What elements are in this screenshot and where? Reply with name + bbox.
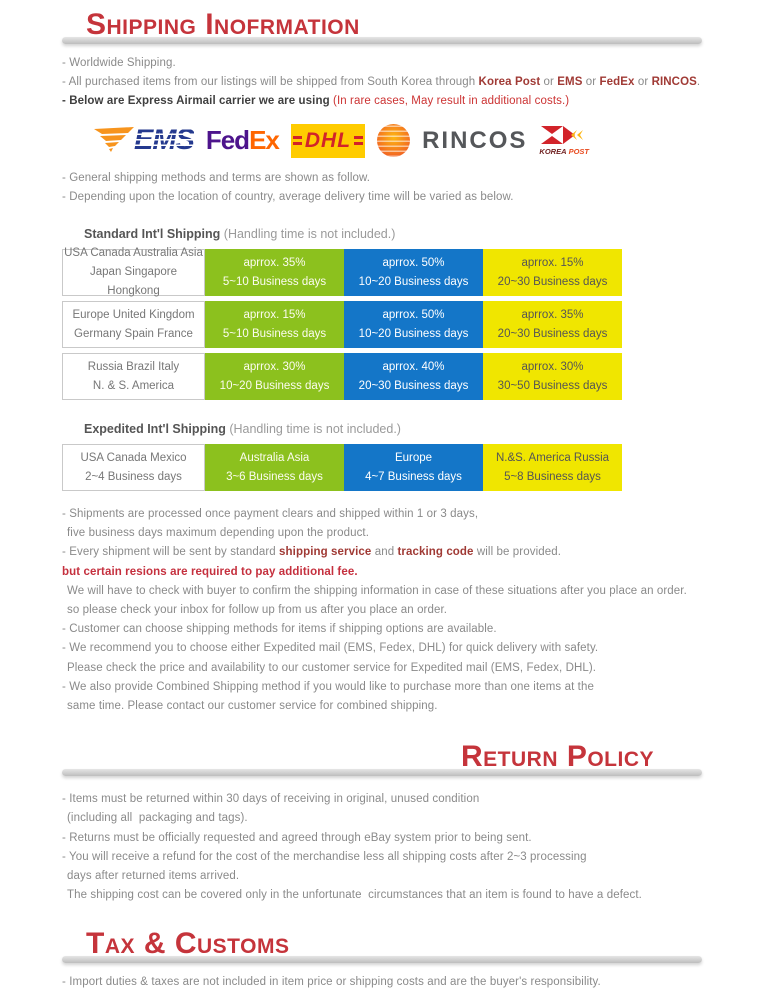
post-text: POST (568, 146, 590, 156)
text-segment: - Import duties & taxes are not included in item price or shipping costs and are the buyer's responsibility. (62, 976, 601, 989)
table-label-cell (62, 301, 205, 348)
standard-heading-note: (Handling time is not included.) (223, 227, 396, 242)
standard-shipping-heading (84, 227, 702, 241)
korea-post-bird-icon (541, 126, 587, 147)
expedited-shipping-table (62, 444, 702, 491)
sun-ball-icon (377, 124, 410, 157)
table-cell (344, 301, 483, 348)
text-line (62, 92, 702, 111)
table-row (62, 444, 702, 491)
text-line (62, 973, 702, 992)
text-segment: - Customer can choose shipping methods for items if shipping options are available. (62, 623, 497, 636)
standard-heading-text: Standard Int'l Shipping (84, 227, 224, 242)
text-segment: - Below are Express Airmail carrier we are using (62, 95, 334, 108)
text-segment: - All purchased items from our listings will be shipped from South Korea through (62, 76, 479, 89)
table-label-cell (62, 353, 205, 400)
cell-line: aprrox. 15% (521, 256, 584, 269)
text-line (62, 659, 702, 678)
text-line (62, 886, 702, 905)
expedited-shipping-block (62, 422, 702, 491)
text-line (62, 563, 702, 582)
expedited-shipping-heading (84, 422, 702, 436)
dhl-logo-text: DHL (304, 128, 352, 152)
cell-line: aprrox. 30% (243, 360, 306, 373)
text-segment: and (371, 546, 398, 559)
table-row (62, 301, 702, 348)
cell-line: Europe (394, 451, 433, 464)
text-segment: five business days maximum depending upon the product. (67, 527, 370, 540)
text-segment: - Worldwide Shipping. (62, 57, 176, 69)
expedited-heading-text: Expedited Int'l Shipping (84, 422, 230, 437)
table-cell (483, 353, 622, 400)
text-segment: - General shipping methods and terms are shown as follow. (62, 171, 371, 184)
text-segment: days after returned items arrived. (67, 870, 240, 883)
table-row (62, 353, 702, 400)
text-line (62, 505, 702, 524)
text-segment: - Returns must be officially requested and agreed through eBay system prior to being sent. (62, 831, 532, 844)
text-segment: - Depending upon the location of country, average delivery time will be varied as below. (62, 190, 514, 203)
text-line (62, 678, 702, 697)
text-segment: or (634, 76, 652, 89)
text-segment: same time. Please contact our customer service for combined shipping. (67, 700, 438, 713)
table-cell (205, 353, 344, 400)
table-cell (205, 249, 344, 296)
cell-line: Europe United Kingdom (72, 308, 195, 321)
cell-line: aprrox. 50% (382, 308, 445, 321)
cell-line: 5~8 Business days (504, 470, 601, 483)
dhl-logo (291, 124, 365, 158)
table-label-cell (62, 249, 205, 296)
fedex-fed-text: Fed (205, 125, 250, 156)
cell-line: Germany Spain France (74, 327, 193, 340)
page-content (62, 0, 702, 993)
text-segment: - You will receive a refund for the cost of the merchandise less all shipping costs after 2~3 processing (62, 850, 587, 863)
text-segment: - Items must be returned within 30 days of receiving in original, unused condition (62, 793, 480, 806)
text-segment: . (696, 76, 701, 89)
return-policy-header (62, 742, 702, 776)
text-line (62, 54, 702, 73)
cell-line: aprrox. 40% (382, 360, 445, 373)
text-segment: or (540, 76, 558, 89)
text-segment: Please check the price and availability to our customer service for Expedited mail (EMS, Fedex, DHL). (67, 661, 597, 674)
return-policy-title: Return Policy (460, 740, 654, 774)
table-cell (483, 301, 622, 348)
text-segment: RINCOS (651, 76, 697, 89)
text-line (62, 639, 702, 658)
korea-post-text (539, 148, 589, 156)
text-line (62, 867, 702, 886)
cell-line: 4~7 Business days (365, 470, 462, 483)
fedex-logo (206, 125, 279, 156)
text-segment: - Shipments are processed once payment clears and shipped within 1 or 3 days, (62, 508, 479, 521)
cell-line: 10~20 Business days (358, 327, 469, 340)
text-segment: (including all packaging and tags). (67, 812, 248, 825)
cell-line: 3~6 Business days (226, 470, 323, 483)
carrier-logos (92, 119, 702, 163)
shipping-bullets-bottom (62, 505, 702, 716)
text-line (62, 188, 702, 207)
tax-bullets (62, 973, 702, 992)
ems-logo-text: EMS (134, 124, 194, 157)
text-segment: so please check your inbox for follow up from us after you place an order. (67, 604, 448, 617)
text-segment: The shipping cost can be covered only in the unfortunate circumstances that an item is found to have a defect. (67, 889, 642, 902)
cell-line: 2~4 Business days (85, 470, 182, 483)
table-row (62, 249, 702, 296)
cell-line: aprrox. 15% (243, 308, 306, 321)
return-policy-bullets (62, 790, 702, 905)
text-segment: (In rare cases, May result in additional costs.) (333, 95, 570, 108)
text-segment: tracking code (397, 546, 474, 559)
rincos-logo: RINCOS (422, 126, 528, 154)
korea-post-logo (539, 126, 589, 156)
cell-line: USA Canada Australia Asia (64, 247, 203, 260)
text-line (62, 73, 702, 92)
cell-line: aprrox. 35% (521, 308, 584, 321)
text-segment: - Every shipment will be sent by standard (62, 546, 280, 559)
text-line (62, 790, 702, 809)
text-line (62, 809, 702, 828)
shipping-title: Shipping Inofrmation (86, 8, 360, 41)
cell-line: 10~20 Business days (358, 275, 469, 288)
cell-line: USA Canada Mexico (80, 451, 187, 464)
table-cell (344, 249, 483, 296)
text-line (62, 582, 702, 601)
text-segment: - We recommend you to choose either Expedited mail (EMS, Fedex, DHL) for quick delivery with safety. (62, 642, 599, 655)
table-cell (205, 301, 344, 348)
text-segment: - We also provide Combined Shipping method if you would like to purchase more than one items at the (62, 680, 594, 693)
shipping-bullets-top (62, 54, 702, 112)
text-line (62, 848, 702, 867)
cell-line: Japan Singapore Hongkong (90, 266, 177, 298)
cell-line: 10~20 Business days (219, 379, 330, 392)
fedex-ex-text: Ex (249, 125, 279, 156)
cell-line: aprrox. 30% (521, 360, 584, 373)
cell-line: Russia Brazil Italy (87, 360, 180, 373)
cell-line: aprrox. 35% (243, 256, 306, 269)
table-cell (344, 353, 483, 400)
shipping-bullets-mid (62, 169, 702, 207)
tax-customs-header (62, 929, 702, 963)
text-segment: FedEx (599, 76, 635, 89)
text-segment: will be provided. (473, 546, 562, 559)
cell-line: 5~10 Business days (222, 327, 327, 340)
cell-line: 5~10 Business days (222, 275, 327, 288)
text-line (62, 543, 702, 562)
text-segment: We will have to check with buyer to confirm the shipping information in case of these situations after you place an order. (67, 584, 687, 597)
text-segment: or (582, 76, 600, 89)
text-line (62, 601, 702, 620)
text-segment: shipping service (279, 546, 372, 559)
cell-line: Australia Asia (239, 451, 310, 464)
text-line (62, 829, 702, 848)
cell-line: 20~30 Business days (497, 327, 608, 340)
text-segment: EMS (557, 76, 583, 89)
korea-text: KOREA (539, 146, 567, 156)
tax-customs-title: Tax & Customs (86, 927, 290, 961)
table-cell (344, 444, 483, 491)
text-segment: Korea Post (478, 76, 541, 89)
text-line (62, 620, 702, 639)
cell-line: aprrox. 50% (382, 256, 445, 269)
standard-shipping-table (62, 249, 702, 400)
table-cell (205, 444, 344, 491)
expedited-heading-note: (Handling time is not included.) (229, 422, 401, 437)
cell-line: 20~30 Business days (358, 379, 469, 392)
table-label-cell (62, 444, 205, 491)
text-line (62, 524, 702, 543)
text-line (62, 697, 702, 716)
text-line (62, 169, 702, 188)
ems-wing-icon (92, 127, 134, 155)
cell-line: N.&S. America Russia (495, 451, 610, 464)
table-cell (483, 444, 622, 491)
standard-shipping-block (62, 227, 702, 400)
ems-logo (92, 124, 194, 157)
cell-line: 20~30 Business days (497, 275, 608, 288)
cell-line: 30~50 Business days (497, 379, 608, 392)
cell-line: N. & S. America (92, 379, 175, 392)
shipping-section-header (62, 10, 702, 44)
table-cell (483, 249, 622, 296)
text-segment: but certain resions are required to pay additional fee. (62, 565, 358, 578)
